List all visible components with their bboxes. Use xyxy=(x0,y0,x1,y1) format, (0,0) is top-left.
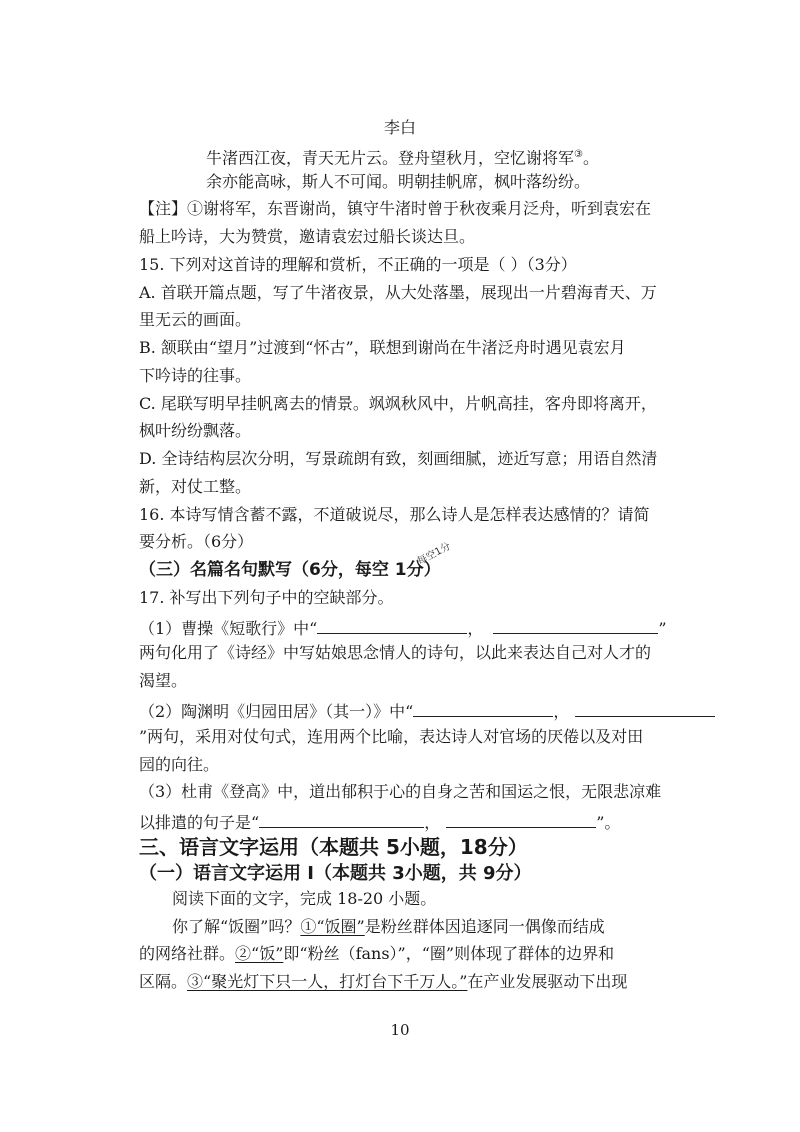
answer-blank[interactable] xyxy=(575,699,715,717)
q17-item-2-line-2: ”两句，采用对仗句式，连用两个比喻，表达诗人对官场的厌倦以及对田 xyxy=(139,727,644,746)
q15-option-a-1: A. 首联开篇点题，写了牛渚夜景，从大处落墨，展现出一片碧海青天、万 xyxy=(139,283,657,302)
section-heading-dictation: （三）名篇名句默写（6分，每空 1分） xyxy=(139,560,441,580)
q17-1-end: ” xyxy=(658,619,667,638)
reading-text: 你了解“饭圈”吗？ xyxy=(172,917,301,936)
subsection-heading-language-1: （一）语言文字运用 Ⅰ（本题共 3小题，共 9分） xyxy=(139,863,532,884)
poem-author: 李白 xyxy=(383,118,416,137)
q17-item-2 xyxy=(139,699,715,722)
q17-item-2-line-3: 园的向往。 xyxy=(139,755,220,774)
poem-note xyxy=(139,199,651,219)
q17-item-1-line-3: 渴望。 xyxy=(139,671,188,690)
poem-line-1 xyxy=(206,145,599,168)
q15-option-d-2: 新，对仗工整。 xyxy=(139,477,252,496)
q15-option-c-2: 枫叶纷纷飘落。 xyxy=(139,421,252,440)
reading-para-line-2 xyxy=(139,944,614,964)
q17-1-sep: ， xyxy=(467,619,484,638)
q17-item-1 xyxy=(139,616,667,639)
poem-line-1-text: 牛渚西江夜，青天无片云。登舟望秋月，空忆谢将军 xyxy=(206,148,575,168)
reading-text: 是粉丝群体因追逐同一偶像而结成 xyxy=(364,917,605,936)
answer-blank[interactable] xyxy=(446,810,596,828)
underlined-sentence-2: ②“饭” xyxy=(235,944,284,963)
answer-blank[interactable] xyxy=(317,616,467,634)
q17-item-3-line-1: （3）杜甫《登高》中，道出郁积于心的自身之苦和国运之恨，无限悲凉难 xyxy=(139,782,662,801)
reading-text: 的网络社群。 xyxy=(139,944,236,963)
answer-blank[interactable] xyxy=(413,699,553,717)
q17-item-1-line-2: 两句化用了《诗经》中写姑娘思念情人的诗句，以此来表达自己对人才的 xyxy=(139,643,652,662)
q16-line-1: 16. 本诗写情含蓄不露，不道破说尽，那么诗人是怎样表达感情的？请简 xyxy=(139,505,650,524)
note-text-1: ①谢将军，东晋谢尚，镇守牛渚时曾于秋夜乘月泛舟，听到袁宏在 xyxy=(187,199,652,218)
q17-2-sep: ， xyxy=(553,702,570,721)
q17-stem: 17. 补写出下列句子中的空缺部分。 xyxy=(139,588,394,607)
q17-2-prefix: （2）陶渊明《归园田居》（其一）》中“ xyxy=(139,702,414,721)
q15-option-a-2: 里无云的画面。 xyxy=(139,310,252,329)
q15-stem: 15. 下列对这首诗的理解和赏析，不正确的一项是（ ）（3分） xyxy=(139,255,577,274)
reading-text: 区隔。 xyxy=(139,972,188,991)
q17-3-sep: ， xyxy=(424,813,441,832)
poem-line-1-end: 。 xyxy=(582,148,599,168)
section-heading-language: 三、语言文字运用（本题共 5小题，18分） xyxy=(139,835,528,859)
q17-item-3-line-2 xyxy=(139,810,620,833)
q17-3-prefix: 以排遣的句子是“ xyxy=(139,813,260,832)
q15-option-b-2: 下吟诗的往事。 xyxy=(139,366,252,385)
note-label: 【注】 xyxy=(139,199,188,218)
answer-blank[interactable] xyxy=(259,810,424,828)
q15-option-b-1: B. 颔联由“望月”过渡到“怀古”，联想到谢尚在牛渚泛舟时遇见袁宏月 xyxy=(139,338,626,357)
footnote-mark: ③ xyxy=(574,149,583,160)
reading-para-line-1 xyxy=(172,917,605,937)
answer-blank[interactable] xyxy=(493,616,658,634)
page-number: 10 xyxy=(390,1021,410,1039)
handwritten-annotation: 每空1分 xyxy=(415,540,453,568)
reading-para-line-3 xyxy=(139,972,627,992)
reading-text: 即“粉丝（fans）”，“圈”则体现了群体的边界和 xyxy=(283,944,615,963)
poem-note-line-2: 船上吟诗，大为赞赏，邀请袁宏过船长谈达旦。 xyxy=(139,227,476,246)
reading-intro: 阅读下面的文字，完成 18-20 小题。 xyxy=(172,889,437,908)
q16-line-2: 要分析。（6分） xyxy=(139,532,254,551)
q15-option-c-1: C. 尾联写明早挂帆离去的情景。飒飒秋风中，片帆高挂，客舟即将离开， xyxy=(139,394,657,413)
q15-option-d-1: D. 全诗结构层次分明，写景疏朗有致，刻画细腻，迹近写意；用语自然清 xyxy=(139,449,658,468)
q17-1-prefix: （1）曹操《短歌行》中“ xyxy=(139,619,318,638)
reading-text: 在产业发展驱动下出现 xyxy=(467,972,628,991)
q17-3-end: ”。 xyxy=(596,813,621,832)
underlined-sentence-1: ①“饭圈” xyxy=(300,917,365,936)
poem-line-2: 余亦能高咏，斯人不可闻。明朝挂帆席，枫叶落纷纷。 xyxy=(206,172,591,191)
underlined-sentence-3: ③“聚光灯下只一人，打灯台下千万人。” xyxy=(187,972,468,991)
